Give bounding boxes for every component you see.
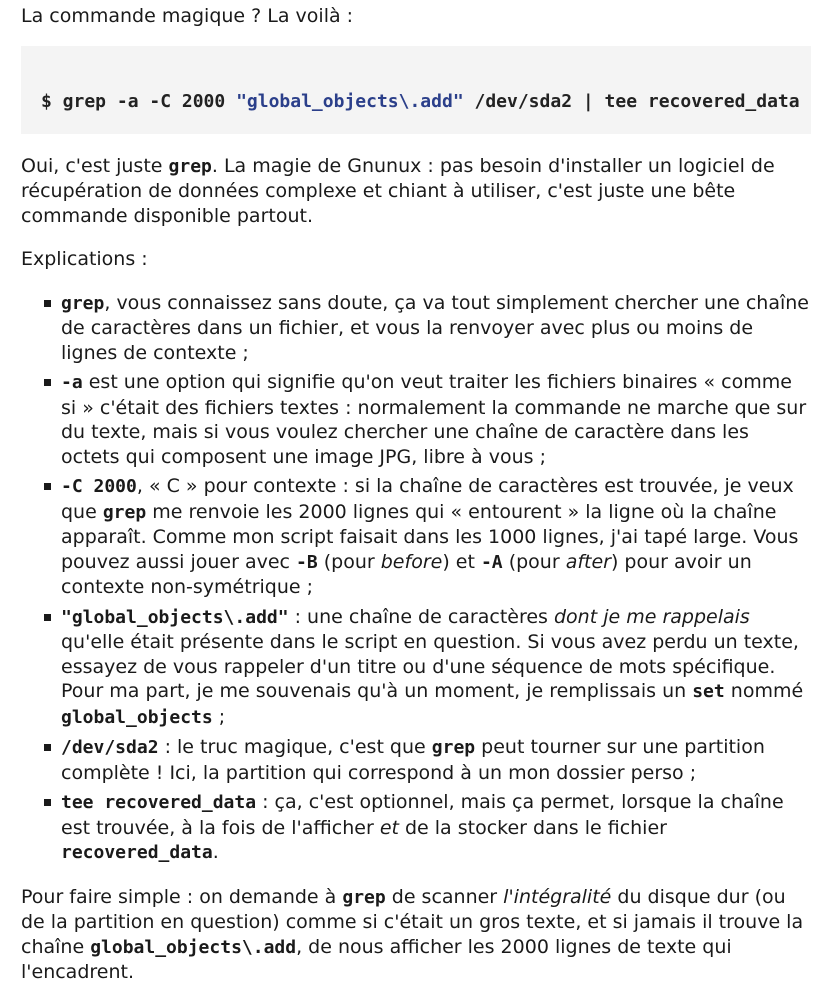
list-item-c	[61, 474, 810, 600]
inline-code: grep	[342, 886, 386, 908]
text: ;	[212, 705, 226, 728]
text: : le truc magique, c'est que	[158, 736, 432, 758]
text: nommé	[724, 680, 804, 702]
inline-code: recovered_data	[61, 842, 213, 863]
text: de la stocker dans le fichier	[398, 816, 667, 839]
text: . La magie de Gnunux : pas besoin d'installer un logiciel de récupération de données complexe et chiant à utiliser, c'est juste une bête commande disponible partout.	[21, 154, 775, 227]
bullet-icon	[44, 379, 51, 386]
inline-code: -C 2000	[61, 476, 137, 497]
text: me renvoie les 2000 lignes qui « entourent » la ligne où la chaîne apparaît. Comme mon script faisait dans les 1000 lignes, j'ai tapé large. Vous pouvez aussi jouer avec	[61, 500, 799, 573]
text: qu'elle était présente dans le script en question. Si vous avez perdu un texte, essayez de vous rappeler d'un titre ou d'une séquence de mots spécifique. Pour ma part, je me souvenais qu'à un moment, je remplissais un	[61, 631, 799, 702]
inline-code: grep	[431, 737, 476, 758]
text: du disque dur (ou de la partition en question) comme si c'était un gros texte, et si jamais il trouve la chaîne	[21, 885, 804, 958]
bullet-icon	[44, 300, 51, 307]
inline-code: grep	[168, 155, 212, 177]
list-item-pattern	[61, 605, 810, 731]
command-line[interactable]	[41, 90, 800, 114]
paragraph-grep	[21, 154, 810, 229]
command-prompt: $ grep -a -C 2000	[41, 90, 237, 112]
inline-code: global_objects	[61, 706, 213, 728]
emphasis: l'intégralité	[503, 885, 612, 908]
explications-label: Explications :	[21, 248, 148, 270]
intro-text: La commande magique ? La voilà :	[21, 5, 354, 27]
text: Pour faire simple : on demande à	[21, 885, 343, 908]
list-item-tee	[61, 790, 810, 866]
bullet-icon	[44, 614, 51, 621]
text: ) pour avoir un contexte non-symétrique ;	[61, 550, 752, 598]
inline-code: tee recovered_data	[61, 792, 257, 813]
list-item-dev	[61, 735, 810, 785]
text: , « C » pour contexte : si la chaîne de caractères est trouvée, je veux que	[61, 475, 794, 523]
bullet-icon	[44, 483, 51, 490]
text: est une option qui signifie qu'on veut traiter les fichiers binaires « comme si » c'était des fichiers textes : normalement la commande ne marche que sur du texte, mais si vous voulez chercher une chaîne de caractère dans les octets qui composent une image JPG, libre à vous ;	[61, 371, 807, 468]
text: : une chaîne de caractères	[288, 605, 554, 628]
inline-code: "global_objects\.add"	[61, 606, 289, 628]
emphasis: before	[380, 550, 443, 573]
inline-code: grep	[102, 501, 147, 523]
text: ) et	[442, 550, 481, 573]
text: : ça, c'est optionnel, mais ça permet, lorsque la chaîne est trouvée, à la fois de l'afficher	[61, 791, 784, 839]
inline-code: set	[692, 681, 725, 702]
bullet-icon	[44, 744, 51, 751]
inline-code: -B	[296, 551, 318, 573]
explanation-list	[21, 291, 810, 866]
list-item-a	[61, 370, 810, 469]
text: .	[212, 841, 219, 863]
inline-code: global_objects\.add	[90, 936, 297, 958]
inline-code: grep	[61, 292, 105, 314]
command-pattern: "global_objects\.add"	[236, 90, 464, 112]
command-code-block[interactable]	[21, 46, 811, 134]
emphasis: after	[565, 550, 611, 573]
list-item-grep	[61, 291, 810, 366]
text: (pour	[317, 550, 381, 573]
inline-code: /dev/sda2	[61, 737, 159, 758]
text: , vous connaissez sans doute, ça va tout simplement chercher une chaîne de caractères dans un fichier, et vous la renvoyer avec plus ou moins de lignes de contexte ;	[61, 291, 809, 364]
paragraph-summary	[21, 885, 810, 985]
text: , de nous afficher les 2000 lignes de texte qui l'encadrent.	[21, 935, 732, 983]
bullet-icon	[44, 799, 51, 806]
inline-code: -A	[480, 551, 503, 573]
emphasis: et	[379, 816, 399, 839]
command-rest: /dev/sda2 | tee recovered_data	[463, 90, 800, 112]
inline-code: -a	[61, 372, 83, 393]
text: (pour	[502, 550, 566, 573]
text: Oui, c'est juste	[21, 154, 169, 177]
text: de scanner	[385, 885, 504, 908]
text: peut tourner sur une partition complète ! Ici, la partition qui correspond à un mon dossier perso ;	[61, 736, 765, 784]
emphasis: dont je me rappelais	[554, 605, 750, 628]
